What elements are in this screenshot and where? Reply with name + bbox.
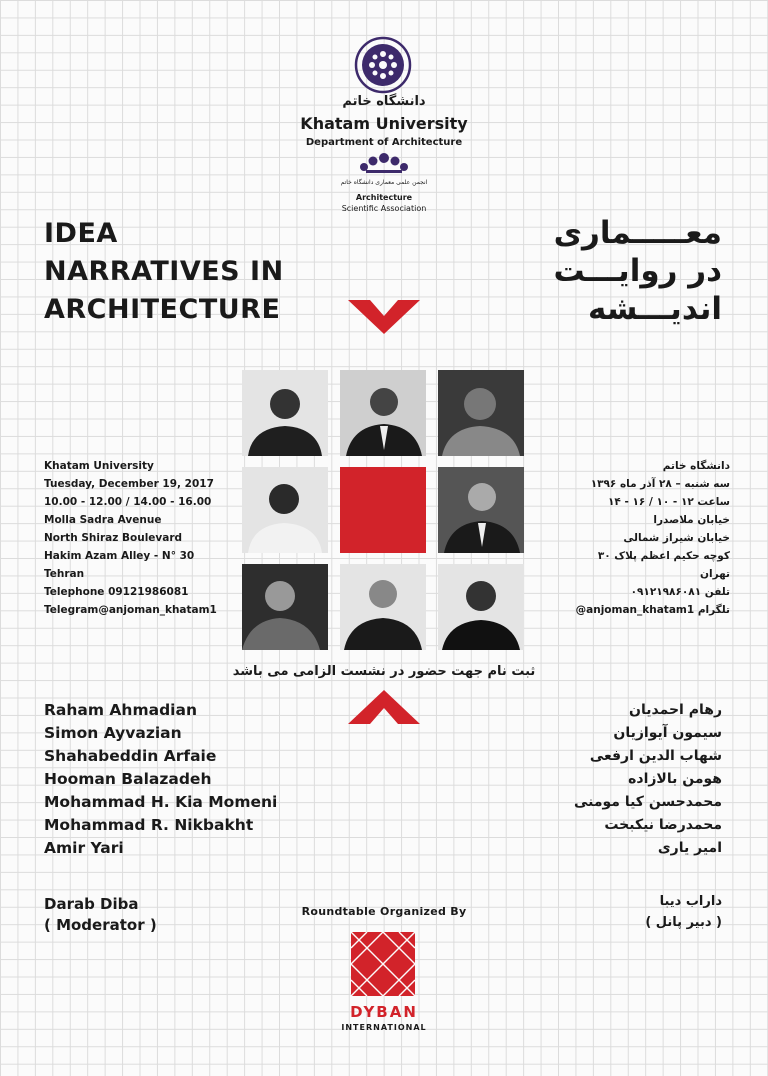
- info-en-line: Hakim Azam Alley - N° 30: [44, 550, 195, 562]
- event-info-en: [44, 457, 217, 619]
- speaker-photo-4: [242, 467, 328, 553]
- chevron-up-icon: [348, 690, 420, 724]
- info-en-line: 10.00 - 12.00 / 14.00 - 16.00: [44, 496, 212, 508]
- organized-by-label: Roundtable Organized By: [301, 905, 467, 918]
- moderator-role-en: ( Moderator ): [44, 916, 157, 934]
- speaker-name-en: Mohammad H. Kia Momeni: [44, 793, 278, 811]
- title-fa-line2: در روایـــت: [553, 253, 722, 289]
- info-fa-line: تهران: [700, 568, 730, 580]
- speaker-photo-6: [242, 564, 328, 650]
- speaker-name-fa: محمدحسن کیا مومنی: [573, 794, 722, 810]
- speaker-name-en: Raham Ahmadian: [44, 701, 197, 719]
- moderator-name-fa: داراب دیبا: [659, 894, 722, 909]
- info-fa-line: دانشگاه خاتم: [662, 460, 730, 472]
- association-name-fa: انجمن علمی معماری دانشگاه خاتم: [340, 179, 428, 186]
- info-en-line: Telegram@anjoman_khatam1: [44, 604, 217, 616]
- speaker-name-en: Shahabeddin Arfaie: [44, 747, 217, 765]
- info-fa-line: تلفن ۰۹۱۲۱۹۸۶۰۸۱: [630, 586, 730, 598]
- association-name-en-line2: Scientific Association: [341, 204, 427, 213]
- title-en-line3: ARCHITECTURE: [44, 294, 281, 325]
- info-fa-line: تلگرام anjoman_khatam1@: [575, 604, 730, 616]
- association-name-en-line1: Architecture: [355, 193, 413, 202]
- info-en-line: Telephone 09121986081: [44, 586, 189, 598]
- speakers-en: [44, 699, 277, 860]
- speaker-name-fa: امیر یاری: [657, 840, 722, 856]
- event-info-fa: [576, 457, 730, 619]
- center-red-square: [340, 467, 426, 553]
- info-en-line: Molla Sadra Avenue: [44, 514, 162, 526]
- speaker-name-fa: هومن بالازاده: [628, 771, 722, 787]
- organizer-name: DYBAN: [350, 1003, 418, 1021]
- dyban-logo-icon: [351, 932, 415, 996]
- info-fa-line: خیابان ملاصدرا: [653, 514, 730, 526]
- info-fa-line: خیابان شیراز شمالی: [623, 532, 730, 544]
- speaker-photo-7: [340, 564, 426, 650]
- university-name-en: Khatam University: [300, 114, 468, 133]
- info-en-line: Tuesday, December 19, 2017: [44, 478, 214, 490]
- info-en-line: North Shiraz Boulevard: [44, 532, 183, 544]
- info-en-line: Khatam University: [44, 460, 154, 472]
- speaker-name-fa: محمدرضا نیکبخت: [604, 817, 722, 833]
- registration-notice-fa: ثبت نام جهت حضور در نشست الزامی می باشد: [232, 664, 536, 679]
- title-en-line1: IDEA: [44, 218, 118, 249]
- speaker-photo-1: [242, 370, 328, 456]
- organizer-subtitle: INTERNATIONAL: [341, 1023, 427, 1032]
- info-fa-line: کوچه حکیم اعظم پلاک ۳۰: [597, 550, 730, 562]
- speaker-name-fa: شهاب الدین ارفعی: [589, 748, 722, 764]
- speaker-photo-8: [438, 564, 524, 650]
- info-fa-line: ساعت ۱۲ - ۱۰ / ۱۶ - ۱۴: [607, 496, 730, 508]
- speaker-name-en: Amir Yari: [44, 839, 124, 857]
- university-seal-icon: [354, 36, 412, 94]
- speaker-name-en: Mohammad R. Nikbakht: [44, 816, 254, 834]
- info-fa-line: سه شنبه – ۲۸ آذر ماه ۱۳۹۶: [590, 478, 730, 490]
- speaker-name-fa: رهام احمدیان: [629, 702, 722, 718]
- university-name-fa: دانشگاه خاتم: [342, 94, 426, 109]
- moderator-name-en: Darab Diba: [44, 895, 139, 913]
- title-fa-line3: اندیـــشه: [588, 291, 722, 327]
- speaker-photo-2: [340, 370, 426, 456]
- speaker-name-fa: سیمون آیوازیان: [613, 725, 722, 741]
- chevron-down-icon: [348, 300, 420, 334]
- speaker-photo-5: [438, 467, 524, 553]
- department-name-en: Department of Architecture: [305, 137, 463, 148]
- speakers-fa: [574, 699, 722, 860]
- title-en-line2: NARRATIVES IN: [44, 256, 284, 287]
- speaker-name-en: Hooman Balazadeh: [44, 770, 212, 788]
- speaker-name-en: Simon Ayvazian: [44, 724, 182, 742]
- info-en-line: Tehran: [44, 568, 85, 580]
- title-fa-line1: معـــــماری: [553, 215, 722, 251]
- speaker-photo-3: [438, 370, 524, 456]
- moderator-role-fa: ( دبیر پانل ): [645, 915, 722, 930]
